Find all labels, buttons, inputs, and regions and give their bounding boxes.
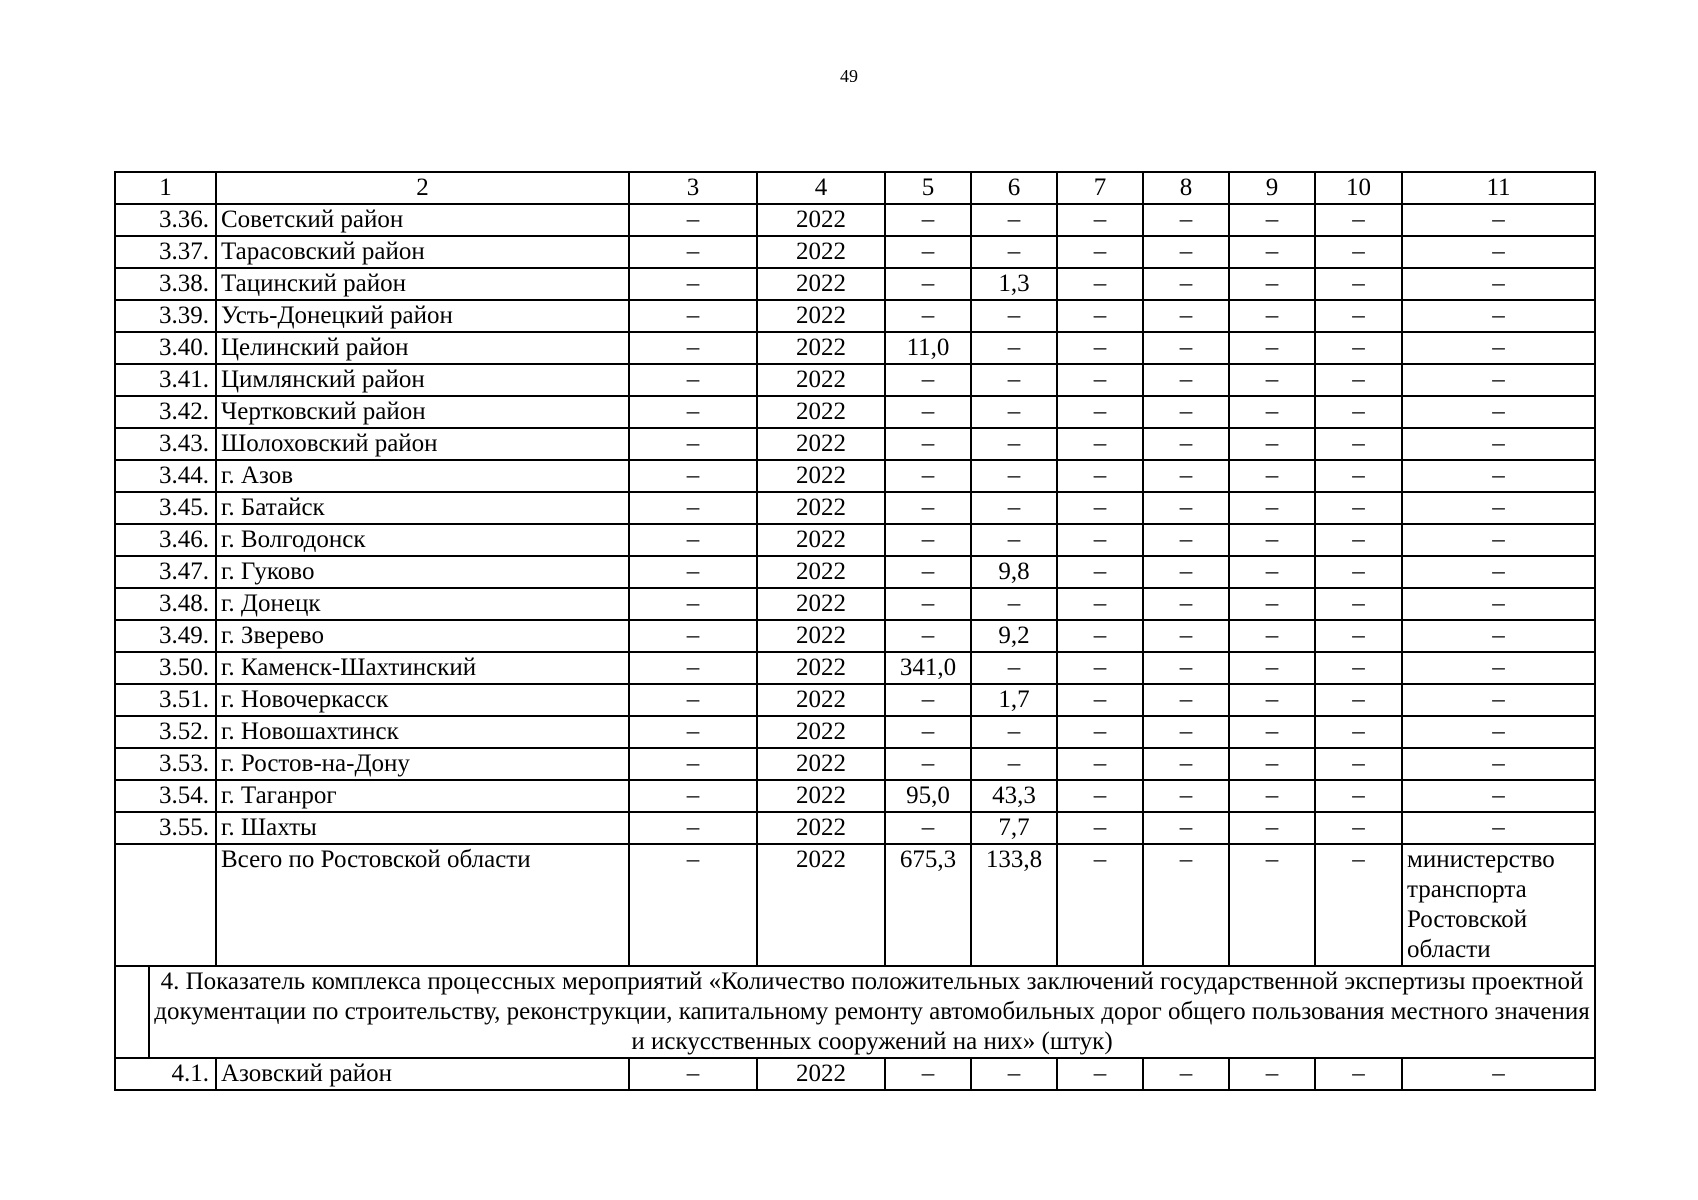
value-cell-c3: –	[629, 492, 757, 524]
column-header: 3	[629, 172, 757, 204]
value-cell-c9: –	[1229, 556, 1315, 588]
value-cell-c11: –	[1402, 812, 1595, 844]
value-cell-c3: –	[629, 428, 757, 460]
value-cell-c4: 2022	[757, 300, 885, 332]
value-cell-c9: –	[1229, 428, 1315, 460]
value-cell-c9: –	[1229, 268, 1315, 300]
value-cell-c6: 9,8	[971, 556, 1057, 588]
value-cell-c7: –	[1057, 396, 1143, 428]
table-row	[115, 428, 1595, 460]
value-cell-c3: –	[629, 716, 757, 748]
value-cell-c7: –	[1057, 684, 1143, 716]
value-cell-c5: 11,0	[885, 332, 971, 364]
row-number-cell: 4.1.	[115, 1058, 216, 1090]
value-cell-c5: –	[885, 300, 971, 332]
total-value-c9: –	[1229, 844, 1315, 966]
value-cell-c11: –	[1402, 684, 1595, 716]
row-name-cell: Усть-Донецкий район	[216, 300, 629, 332]
table-row	[115, 1058, 1595, 1090]
value-cell-c9: –	[1229, 684, 1315, 716]
row-number-cell: 3.37.	[115, 236, 216, 268]
value-cell-c11: –	[1402, 1058, 1595, 1090]
value-cell-c8: –	[1143, 812, 1229, 844]
value-cell-c10: –	[1315, 300, 1402, 332]
total-value-c3: –	[629, 844, 757, 966]
row-number-cell: 3.48.	[115, 588, 216, 620]
column-header: 6	[971, 172, 1057, 204]
value-cell-c4: 2022	[757, 556, 885, 588]
value-cell-c11: –	[1402, 236, 1595, 268]
table-row	[115, 812, 1595, 844]
value-cell-c11: –	[1402, 428, 1595, 460]
value-cell-c6: –	[971, 332, 1057, 364]
value-cell-c4: 2022	[757, 1058, 885, 1090]
value-cell-c9: –	[1229, 460, 1315, 492]
value-cell-c11: –	[1402, 556, 1595, 588]
value-cell-c3: –	[629, 620, 757, 652]
table-row	[115, 556, 1595, 588]
value-cell-c4: 2022	[757, 204, 885, 236]
value-cell-c3: –	[629, 236, 757, 268]
value-cell-c10: –	[1315, 716, 1402, 748]
value-cell-c3: –	[629, 748, 757, 780]
value-cell-c3: –	[629, 524, 757, 556]
row-name-cell: Тарасовский район	[216, 236, 629, 268]
value-cell-c7: –	[1057, 364, 1143, 396]
value-cell-c5: –	[885, 492, 971, 524]
value-cell-c5: –	[885, 716, 971, 748]
value-cell-c10: –	[1315, 492, 1402, 524]
value-cell-c5: –	[885, 748, 971, 780]
value-cell-c5: –	[885, 684, 971, 716]
value-cell-c7: –	[1057, 204, 1143, 236]
value-cell-c10: –	[1315, 588, 1402, 620]
value-cell-c4: 2022	[757, 428, 885, 460]
value-cell-c7: –	[1057, 236, 1143, 268]
value-cell-c8: –	[1143, 780, 1229, 812]
table-row	[115, 492, 1595, 524]
value-cell-c9: –	[1229, 524, 1315, 556]
value-cell-c3: –	[629, 204, 757, 236]
column-header: 2	[216, 172, 629, 204]
table-row	[115, 268, 1595, 300]
row-number-cell: 3.42.	[115, 396, 216, 428]
value-cell-c10: –	[1315, 524, 1402, 556]
value-cell-c7: –	[1057, 588, 1143, 620]
value-cell-c8: –	[1143, 236, 1229, 268]
value-cell-c5: –	[885, 236, 971, 268]
value-cell-c10: –	[1315, 748, 1402, 780]
row-name-cell: г. Новошахтинск	[216, 716, 629, 748]
value-cell-c8: –	[1143, 300, 1229, 332]
table-row	[115, 684, 1595, 716]
value-cell-c7: –	[1057, 620, 1143, 652]
row-number-cell: 3.40.	[115, 332, 216, 364]
row-name-cell: Чертковский район	[216, 396, 629, 428]
row-name-cell: Целинский район	[216, 332, 629, 364]
row-name-cell: г. Батайск	[216, 492, 629, 524]
total-empty-cell	[115, 844, 216, 966]
row-number-cell: 3.46.	[115, 524, 216, 556]
responsible-executor-cell: министерство транспорта Ростовской области	[1402, 844, 1595, 966]
value-cell-c10: –	[1315, 236, 1402, 268]
column-header: 11	[1402, 172, 1595, 204]
value-cell-c8: –	[1143, 620, 1229, 652]
table-row	[115, 332, 1595, 364]
value-cell-c9: –	[1229, 652, 1315, 684]
value-cell-c3: –	[629, 812, 757, 844]
column-header: 1	[115, 172, 216, 204]
table-row	[115, 652, 1595, 684]
column-header: 7	[1057, 172, 1143, 204]
value-cell-c6: –	[971, 1058, 1057, 1090]
value-cell-c4: 2022	[757, 716, 885, 748]
table-row	[115, 588, 1595, 620]
value-cell-c6: –	[971, 524, 1057, 556]
value-cell-c11: –	[1402, 396, 1595, 428]
column-header: 5	[885, 172, 971, 204]
value-cell-c6: 1,7	[971, 684, 1057, 716]
table-row	[115, 524, 1595, 556]
value-cell-c11: –	[1402, 748, 1595, 780]
row-name-cell: Азовский район	[216, 1058, 629, 1090]
value-cell-c11: –	[1402, 332, 1595, 364]
value-cell-c11: –	[1402, 780, 1595, 812]
value-cell-c3: –	[629, 652, 757, 684]
value-cell-c5: –	[885, 1058, 971, 1090]
value-cell-c3: –	[629, 268, 757, 300]
total-row	[115, 844, 1595, 966]
value-cell-c8: –	[1143, 460, 1229, 492]
total-value-c10: –	[1315, 844, 1402, 966]
value-cell-c8: –	[1143, 396, 1229, 428]
value-cell-c6: 1,3	[971, 268, 1057, 300]
value-cell-c5: –	[885, 812, 971, 844]
row-name-cell: г. Донецк	[216, 588, 629, 620]
value-cell-c10: –	[1315, 652, 1402, 684]
value-cell-c9: –	[1229, 332, 1315, 364]
row-number-cell: 3.53.	[115, 748, 216, 780]
value-cell-c10: –	[1315, 268, 1402, 300]
value-cell-c6: –	[971, 428, 1057, 460]
value-cell-c4: 2022	[757, 524, 885, 556]
value-cell-c7: –	[1057, 780, 1143, 812]
value-cell-c5: –	[885, 428, 971, 460]
value-cell-c3: –	[629, 1058, 757, 1090]
table-row	[115, 620, 1595, 652]
section-header-row	[115, 966, 1595, 1058]
row-name-cell: Шолоховский район	[216, 428, 629, 460]
value-cell-c3: –	[629, 332, 757, 364]
value-cell-c11: –	[1402, 300, 1595, 332]
row-name-cell: Тацинский район	[216, 268, 629, 300]
value-cell-c7: –	[1057, 812, 1143, 844]
value-cell-c8: –	[1143, 428, 1229, 460]
row-name-cell: г. Азов	[216, 460, 629, 492]
row-name-cell: Цимлянский район	[216, 364, 629, 396]
value-cell-c3: –	[629, 364, 757, 396]
row-name-cell: г. Шахты	[216, 812, 629, 844]
indicators-table	[114, 171, 1596, 1091]
value-cell-c8: –	[1143, 268, 1229, 300]
value-cell-c10: –	[1315, 620, 1402, 652]
table-row	[115, 748, 1595, 780]
value-cell-c8: –	[1143, 652, 1229, 684]
value-cell-c7: –	[1057, 748, 1143, 780]
value-cell-c10: –	[1315, 556, 1402, 588]
value-cell-c10: –	[1315, 204, 1402, 236]
total-value-c4: 2022	[757, 844, 885, 966]
page-number: 49	[840, 66, 858, 86]
value-cell-c9: –	[1229, 620, 1315, 652]
value-cell-c5: –	[885, 364, 971, 396]
value-cell-c7: –	[1057, 300, 1143, 332]
row-number-cell: 3.36.	[115, 204, 216, 236]
row-number-cell: 3.54.	[115, 780, 216, 812]
value-cell-c7: –	[1057, 268, 1143, 300]
value-cell-c10: –	[1315, 460, 1402, 492]
value-cell-c7: –	[1057, 524, 1143, 556]
table-row	[115, 300, 1595, 332]
column-header: 8	[1143, 172, 1229, 204]
value-cell-c7: –	[1057, 1058, 1143, 1090]
header-row	[115, 172, 1595, 204]
value-cell-c6: –	[971, 204, 1057, 236]
value-cell-c8: –	[1143, 332, 1229, 364]
total-value-c8: –	[1143, 844, 1229, 966]
value-cell-c3: –	[629, 780, 757, 812]
value-cell-c9: –	[1229, 748, 1315, 780]
value-cell-c6: –	[971, 652, 1057, 684]
value-cell-c9: –	[1229, 236, 1315, 268]
row-number-cell: 3.47.	[115, 556, 216, 588]
total-value-c7: –	[1057, 844, 1143, 966]
value-cell-c11: –	[1402, 652, 1595, 684]
value-cell-c5: –	[885, 204, 971, 236]
value-cell-c7: –	[1057, 556, 1143, 588]
value-cell-c6: –	[971, 236, 1057, 268]
value-cell-c4: 2022	[757, 812, 885, 844]
value-cell-c5: –	[885, 588, 971, 620]
value-cell-c8: –	[1143, 364, 1229, 396]
table-row	[115, 364, 1595, 396]
value-cell-c11: –	[1402, 716, 1595, 748]
value-cell-c9: –	[1229, 396, 1315, 428]
value-cell-c6: –	[971, 364, 1057, 396]
value-cell-c5: –	[885, 268, 971, 300]
row-number-cell: 3.41.	[115, 364, 216, 396]
value-cell-c10: –	[1315, 428, 1402, 460]
value-cell-c4: 2022	[757, 332, 885, 364]
row-number-cell: 3.45.	[115, 492, 216, 524]
value-cell-c8: –	[1143, 748, 1229, 780]
value-cell-c9: –	[1229, 716, 1315, 748]
value-cell-c11: –	[1402, 620, 1595, 652]
row-name-cell: г. Каменск-Шахтинский	[216, 652, 629, 684]
value-cell-c6: –	[971, 716, 1057, 748]
row-number-cell: 3.43.	[115, 428, 216, 460]
value-cell-c6: –	[971, 588, 1057, 620]
value-cell-c6: 7,7	[971, 812, 1057, 844]
total-value-c6: 133,8	[971, 844, 1057, 966]
table-row	[115, 396, 1595, 428]
value-cell-c10: –	[1315, 812, 1402, 844]
row-number-cell: 3.51.	[115, 684, 216, 716]
value-cell-c10: –	[1315, 780, 1402, 812]
row-name-cell: г. Ростов-на-Дону	[216, 748, 629, 780]
value-cell-c4: 2022	[757, 620, 885, 652]
row-name-cell: г. Таганрог	[216, 780, 629, 812]
row-name-cell: Советский район	[216, 204, 629, 236]
value-cell-c5: –	[885, 556, 971, 588]
value-cell-c10: –	[1315, 684, 1402, 716]
section-empty-cell	[115, 966, 149, 1058]
value-cell-c11: –	[1402, 204, 1595, 236]
row-number-cell: 3.39.	[115, 300, 216, 332]
value-cell-c4: 2022	[757, 268, 885, 300]
value-cell-c8: –	[1143, 716, 1229, 748]
row-name-cell: г. Зверево	[216, 620, 629, 652]
value-cell-c8: –	[1143, 588, 1229, 620]
value-cell-c9: –	[1229, 300, 1315, 332]
row-number-cell: 3.55.	[115, 812, 216, 844]
value-cell-c11: –	[1402, 588, 1595, 620]
value-cell-c4: 2022	[757, 780, 885, 812]
value-cell-c7: –	[1057, 332, 1143, 364]
row-number-cell: 3.44.	[115, 460, 216, 492]
value-cell-c7: –	[1057, 428, 1143, 460]
value-cell-c9: –	[1229, 780, 1315, 812]
value-cell-c10: –	[1315, 396, 1402, 428]
value-cell-c10: –	[1315, 332, 1402, 364]
value-cell-c7: –	[1057, 716, 1143, 748]
value-cell-c3: –	[629, 300, 757, 332]
value-cell-c4: 2022	[757, 684, 885, 716]
value-cell-c8: –	[1143, 556, 1229, 588]
column-header: 10	[1315, 172, 1402, 204]
value-cell-c3: –	[629, 588, 757, 620]
value-cell-c6: –	[971, 492, 1057, 524]
value-cell-c4: 2022	[757, 748, 885, 780]
total-value-c5: 675,3	[885, 844, 971, 966]
value-cell-c9: –	[1229, 364, 1315, 396]
value-cell-c6: 9,2	[971, 620, 1057, 652]
total-name-cell: Всего по Ростовской области	[216, 844, 629, 966]
value-cell-c5: 341,0	[885, 652, 971, 684]
value-cell-c4: 2022	[757, 652, 885, 684]
value-cell-c5: 95,0	[885, 780, 971, 812]
value-cell-c6: –	[971, 396, 1057, 428]
value-cell-c6: 43,3	[971, 780, 1057, 812]
row-name-cell: г. Волгодонск	[216, 524, 629, 556]
value-cell-c3: –	[629, 684, 757, 716]
value-cell-c5: –	[885, 620, 971, 652]
value-cell-c9: –	[1229, 492, 1315, 524]
value-cell-c9: –	[1229, 812, 1315, 844]
value-cell-c11: –	[1402, 524, 1595, 556]
value-cell-c8: –	[1143, 492, 1229, 524]
column-header: 4	[757, 172, 885, 204]
value-cell-c7: –	[1057, 652, 1143, 684]
value-cell-c3: –	[629, 460, 757, 492]
value-cell-c4: 2022	[757, 460, 885, 492]
value-cell-c11: –	[1402, 492, 1595, 524]
value-cell-c4: 2022	[757, 588, 885, 620]
value-cell-c5: –	[885, 460, 971, 492]
row-name-cell: г. Новочеркасск	[216, 684, 629, 716]
value-cell-c3: –	[629, 556, 757, 588]
value-cell-c9: –	[1229, 1058, 1315, 1090]
section-title: 4. Показатель комплекса процессных мероприятий «Количество положительных заключений государственной экспертизы проектной документации по строительству, реконструкции, капитальному ремонту автомобильных дорог общего пользования местного значения и искусственных сооружений на них» (штук)	[149, 966, 1595, 1058]
value-cell-c4: 2022	[757, 236, 885, 268]
value-cell-c3: –	[629, 396, 757, 428]
value-cell-c7: –	[1057, 492, 1143, 524]
value-cell-c11: –	[1402, 460, 1595, 492]
value-cell-c6: –	[971, 748, 1057, 780]
value-cell-c4: 2022	[757, 492, 885, 524]
value-cell-c8: –	[1143, 204, 1229, 236]
value-cell-c8: –	[1143, 684, 1229, 716]
table-row	[115, 780, 1595, 812]
column-header: 9	[1229, 172, 1315, 204]
value-cell-c9: –	[1229, 588, 1315, 620]
row-number-cell: 3.52.	[115, 716, 216, 748]
value-cell-c8: –	[1143, 524, 1229, 556]
row-number-cell: 3.50.	[115, 652, 216, 684]
value-cell-c4: 2022	[757, 396, 885, 428]
row-name-cell: г. Гуково	[216, 556, 629, 588]
table-row	[115, 460, 1595, 492]
value-cell-c9: –	[1229, 204, 1315, 236]
value-cell-c7: –	[1057, 460, 1143, 492]
value-cell-c6: –	[971, 460, 1057, 492]
value-cell-c11: –	[1402, 364, 1595, 396]
value-cell-c8: –	[1143, 1058, 1229, 1090]
table-row	[115, 204, 1595, 236]
table-row	[115, 716, 1595, 748]
value-cell-c10: –	[1315, 364, 1402, 396]
value-cell-c11: –	[1402, 268, 1595, 300]
value-cell-c5: –	[885, 524, 971, 556]
value-cell-c6: –	[971, 300, 1057, 332]
value-cell-c5: –	[885, 396, 971, 428]
value-cell-c10: –	[1315, 1058, 1402, 1090]
row-number-cell: 3.49.	[115, 620, 216, 652]
table-row	[115, 236, 1595, 268]
row-number-cell: 3.38.	[115, 268, 216, 300]
value-cell-c4: 2022	[757, 364, 885, 396]
